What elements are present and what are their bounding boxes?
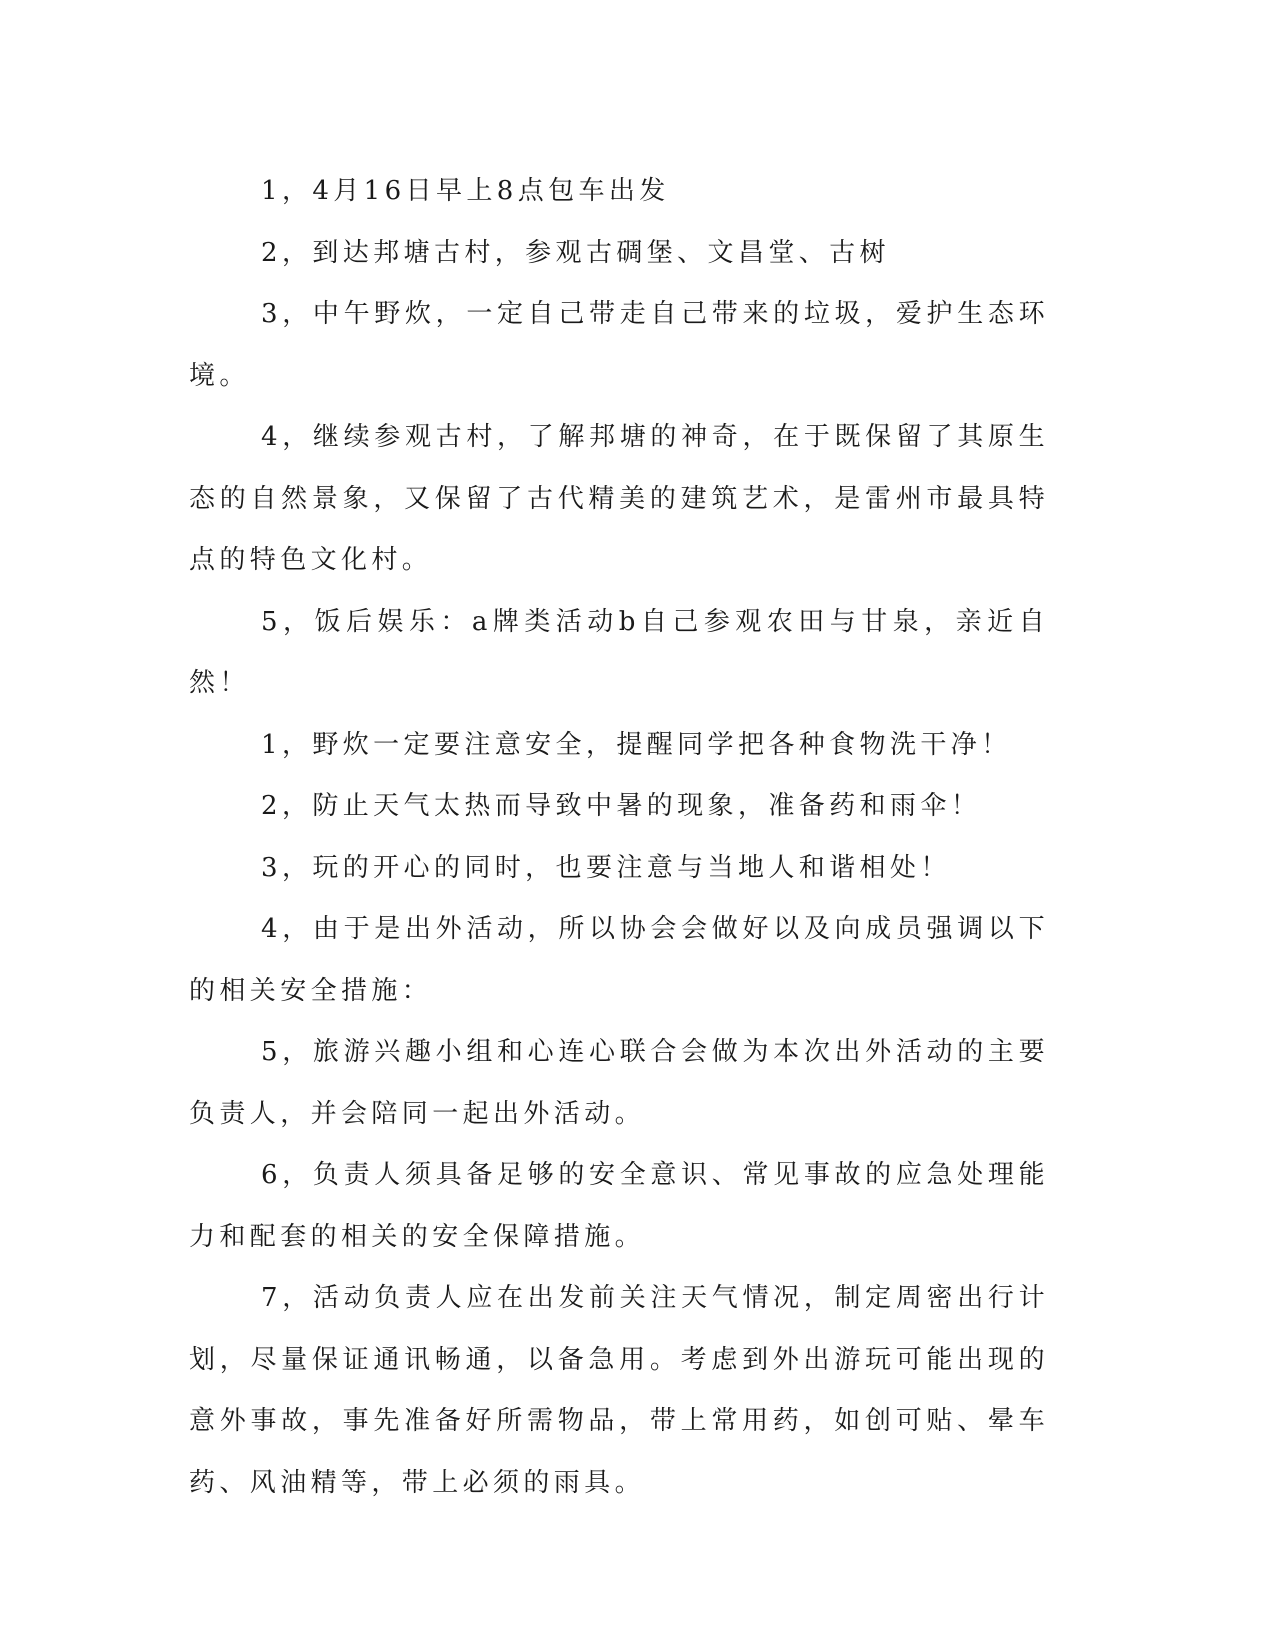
document-body bbox=[189, 161, 1049, 1514]
paragraph-itinerary-4: 4，继续参观古村，了解邦塘的神奇，在于既保留了其原生态的自然景象，又保留了古代精美的建筑艺术，是雷州市最具特点的特色文化村。 bbox=[189, 422, 1049, 575]
paragraph-itinerary-2: 2，到达邦塘古村，参观古碉堡、文昌堂、古树 bbox=[261, 237, 890, 268]
paragraph-safety-7: 7，活动负责人应在出发前关注天气情况，制定周密出行计划，尽量保证通讯畅通，以备急用。考虑到外出游玩可能出现的意外事故，事先准备好所需物品，带上常用药，如创可贴、晕车药、风油精等，带上必须的雨具。 bbox=[189, 1283, 1049, 1498]
paragraph-safety-3: 3，玩的开心的同时，也要注意与当地人和谐相处！ bbox=[261, 852, 951, 883]
paragraph-safety-2: 2，防止天气太热而导致中暑的现象，准备药和雨伞！ bbox=[261, 791, 982, 821]
paragraph-itinerary-5: 5，饭后娱乐：a牌类活动b自己参观农田与甘泉，亲近自然！ bbox=[189, 606, 1049, 698]
paragraph-safety-6: 6，负责人须具备足够的安全意识、常见事故的应急处理能力和配套的相关的安全保障措施。 bbox=[189, 1160, 1049, 1252]
paragraph-safety-5: 5，旅游兴趣小组和心连心联合会做为本次出外活动的主要负责人，并会陪同一起出外活动。 bbox=[189, 1037, 1049, 1129]
paragraph-safety-4: 4，由于是出外活动，所以协会会做好以及向成员强调以下的相关安全措施： bbox=[189, 914, 1049, 1006]
paragraph-safety-1: 1，野炊一定要注意安全，提醒同学把各种食物洗干净！ bbox=[261, 729, 1012, 760]
paragraph-itinerary-1: 1，4月16日早上8点包车出发 bbox=[261, 176, 670, 206]
paragraph-itinerary-3: 3，中午野炊，一定自己带走自己带来的垃圾，爱护生态环境。 bbox=[189, 299, 1049, 391]
